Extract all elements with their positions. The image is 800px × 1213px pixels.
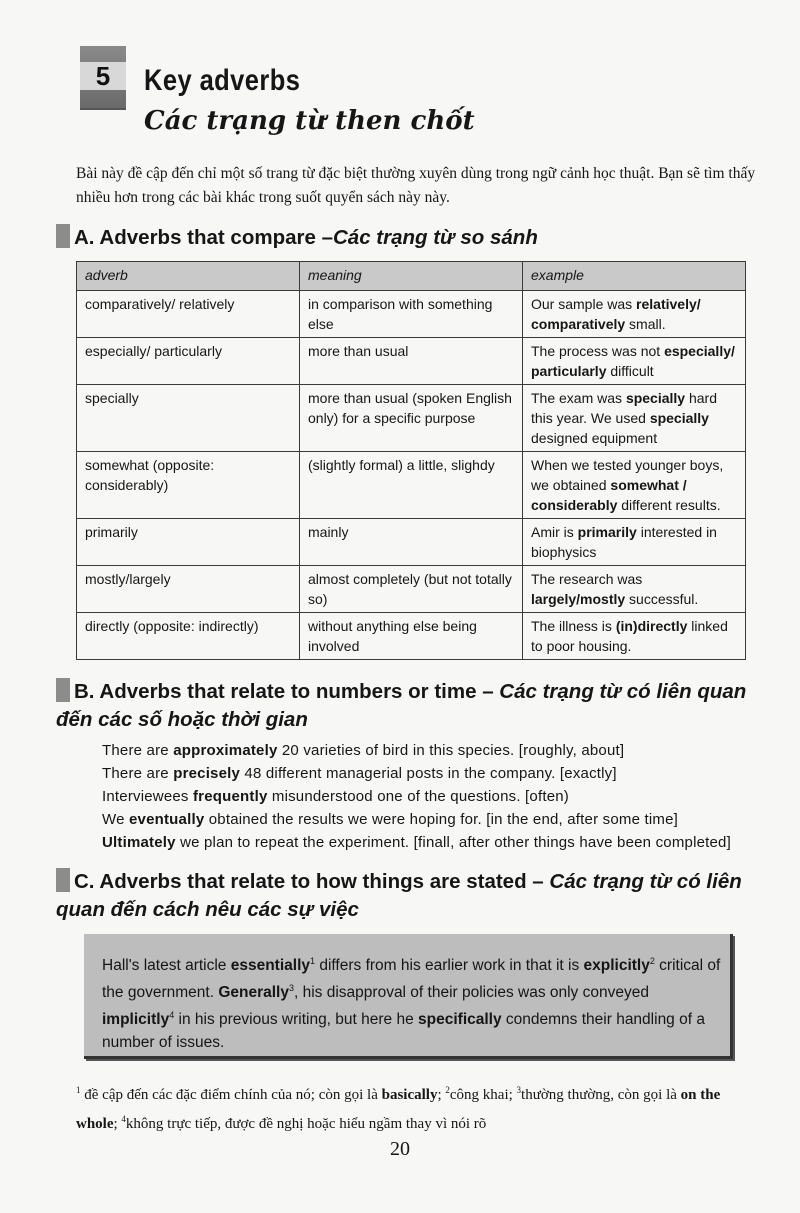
cell-adverb: specially <box>77 385 300 452</box>
key-adverb: explicitly <box>583 957 650 975</box>
section-c-heading-vi: Các trạng từ có liên quan đến cách nêu các sự việc <box>56 870 742 921</box>
section-a-heading <box>56 224 776 252</box>
column-header-example: example <box>523 262 746 291</box>
text-segment: We <box>102 811 129 828</box>
section-b-heading-vi: Các trạng từ có liên quan đến các số hoặc thời gian <box>56 680 747 731</box>
key-adverb: eventually <box>129 811 205 828</box>
list-item <box>102 785 731 808</box>
example-text-segment: Our sample was <box>531 296 637 312</box>
text-segment: ; <box>437 1087 446 1103</box>
text-segment: There are <box>102 765 174 782</box>
cell-example <box>523 385 746 452</box>
cell-meaning: more than usual (spoken English only) for a specific purpose <box>300 385 523 452</box>
cell-adverb: comparatively/ relatively <box>77 291 300 338</box>
footnote <box>76 1078 756 1136</box>
unit-number-block <box>80 46 126 108</box>
key-adverb: specifically <box>418 1011 502 1029</box>
section-b-heading-en: B. Adverbs that relate to numbers or time – <box>74 680 500 703</box>
section-a-heading-vi: Các trạng từ so sánh <box>332 226 538 249</box>
key-adverb: essentially <box>230 957 311 975</box>
table-row <box>77 566 746 613</box>
column-header-adverb: adverb <box>77 262 300 291</box>
key-adverb: specially <box>625 390 686 406</box>
key-adverb: implicitly <box>102 1011 170 1029</box>
cell-meaning: in comparison with something else <box>300 291 523 338</box>
key-adverb: frequently <box>192 788 268 805</box>
text-segment: 20 varieties of bird in this species. [roughly, about] <box>277 742 625 759</box>
section-a-heading-en: A. Adverbs that compare – <box>74 226 333 249</box>
cell-example <box>523 291 746 338</box>
intro-paragraph: Bài này đề cập đến chỉ một số trang từ đặc biệt thường xuyên dùng trong ngữ cảnh học thuật. Bạn sẽ tìm thấy nhiều hơn trong các bài khác trong suốt quyển sách này này. <box>76 165 756 206</box>
section-b-heading <box>56 678 776 734</box>
example-text-segment: linked to poor housing. <box>531 618 728 654</box>
key-adverb: Generally <box>218 984 289 1002</box>
table-header-row <box>77 262 746 291</box>
table-row <box>77 291 746 338</box>
key-adverb: basically <box>381 1087 438 1103</box>
cell-meaning: without anything else being involved <box>300 613 523 660</box>
example-text-segment: difficult <box>606 363 654 379</box>
cell-adverb: somewhat (opposite: considerably) <box>77 452 300 519</box>
example-text-segment: different results. <box>617 497 721 513</box>
cell-example <box>523 452 746 519</box>
table-body <box>77 291 746 660</box>
example-text-segment: The illness is <box>531 618 616 634</box>
cell-meaning: mainly <box>300 519 523 566</box>
text-segment: Hall's latest article <box>102 957 231 975</box>
section-marker <box>56 678 70 702</box>
cell-example <box>523 613 746 660</box>
unit-underline <box>80 108 126 110</box>
text-segment: thường thường, còn gọi là <box>521 1087 681 1103</box>
list-item <box>102 831 731 854</box>
cell-example <box>523 519 746 566</box>
footnote-ref: 4 <box>121 1114 126 1124</box>
list-item <box>102 808 731 831</box>
list-item <box>102 739 731 762</box>
key-adverb: relatively/ comparatively <box>531 296 701 332</box>
key-adverb: specially <box>649 410 709 426</box>
text-segment: misunderstood one of the questions. [often) <box>267 788 569 805</box>
footnote-ref: 2 <box>649 956 655 966</box>
key-adverb: somewhat / considerably <box>531 477 687 513</box>
cell-meaning: (slightly formal) a little, slighdy <box>300 452 523 519</box>
footnote-ref: 2 <box>445 1085 450 1095</box>
table-row <box>77 385 746 452</box>
section-marker <box>56 868 70 892</box>
footnote-ref: 3 <box>288 983 294 994</box>
table-row <box>77 338 746 385</box>
text-segment: There are <box>102 742 174 759</box>
example-text-segment: When we tested younger boys, we obtained <box>531 457 724 493</box>
adverbs-compare-table <box>76 261 746 660</box>
footnote-ref: 1 <box>310 956 316 966</box>
cell-meaning: more than usual <box>300 338 523 385</box>
text-segment: đề cập đến các đặc điểm chính của nó; còn gọi là <box>80 1087 382 1103</box>
unit-number: 5 <box>80 62 126 90</box>
example-text-segment: The process was not <box>531 343 665 359</box>
cell-adverb: mostly/largely <box>77 566 300 613</box>
text-segment: differs from his earlier work in that it is <box>315 957 584 975</box>
column-header-meaning: meaning <box>300 262 523 291</box>
text-segment: , his disapproval of their policies was only conveyed <box>294 984 649 1002</box>
example-text-segment: small. <box>625 316 666 332</box>
section-marker <box>56 224 70 248</box>
key-adverb: largely/mostly <box>531 591 626 607</box>
cell-adverb: especially/ particularly <box>77 338 300 385</box>
text-segment: công khai; <box>449 1087 517 1103</box>
text-segment: critical of the government. <box>102 957 721 1002</box>
section-c-heading-en: C. Adverbs that relate to how things are stated – <box>74 870 550 893</box>
list-item <box>102 762 731 785</box>
cell-example <box>523 338 746 385</box>
key-adverb: on the whole <box>76 1087 721 1132</box>
cell-example <box>523 566 746 613</box>
section-c-heading <box>56 868 776 924</box>
unit-title-vi: Các trạng từ then chốt <box>144 106 475 136</box>
text-segment: in his previous writing, but here he <box>174 1011 419 1029</box>
table-row <box>77 519 746 566</box>
cell-meaning: almost completely (but not totally so) <box>300 566 523 613</box>
unit-title-en: Key adverbs <box>144 64 301 97</box>
example-text-segment: successful. <box>625 591 699 607</box>
key-adverb: primarily <box>577 524 637 540</box>
text-segment: obtained the results we were hoping for. [in the end, after some time] <box>204 811 679 828</box>
example-text-segment: hard this year. We used <box>531 390 718 426</box>
table-row <box>77 613 746 660</box>
cell-adverb: primarily <box>77 519 300 566</box>
section-b-examples <box>102 739 731 854</box>
example-text-segment: Amir is <box>531 524 578 540</box>
key-adverb: especially/ particularly <box>531 343 735 379</box>
text-segment: ; <box>113 1116 122 1132</box>
text-segment: 48 different managerial posts in the company. [exactly] <box>240 765 617 782</box>
key-adverb: Ultimately <box>102 834 176 851</box>
example-text-segment: interested in biophysics <box>531 524 717 560</box>
cell-adverb: directly (opposite: indirectly) <box>77 613 300 660</box>
key-adverb: (in)directly <box>615 618 688 634</box>
text-segment: Interviewees <box>102 788 193 805</box>
example-text-segment: designed equipment <box>531 430 658 446</box>
key-adverb: precisely <box>173 765 241 782</box>
example-text-segment: The research was <box>531 571 643 587</box>
example-text-box <box>84 934 733 1059</box>
key-adverb: approximately <box>173 742 278 759</box>
text-segment: condemns their handling of a number of issues. <box>102 1011 705 1052</box>
example-text <box>102 950 722 1054</box>
page-number: 20 <box>390 1138 410 1160</box>
footnote-ref: 1 <box>76 1085 81 1095</box>
text-segment: we plan to repeat the experiment. [finall, after other things have been completed] <box>175 834 731 851</box>
text-segment: không trực tiếp, được đề nghị hoặc hiểu ngầm thay vì nói rõ <box>125 1116 487 1132</box>
footnote-ref: 3 <box>516 1085 522 1095</box>
footnote-ref: 4 <box>169 1010 175 1021</box>
table-row <box>77 452 746 519</box>
example-text-segment: The exam was <box>531 390 626 406</box>
